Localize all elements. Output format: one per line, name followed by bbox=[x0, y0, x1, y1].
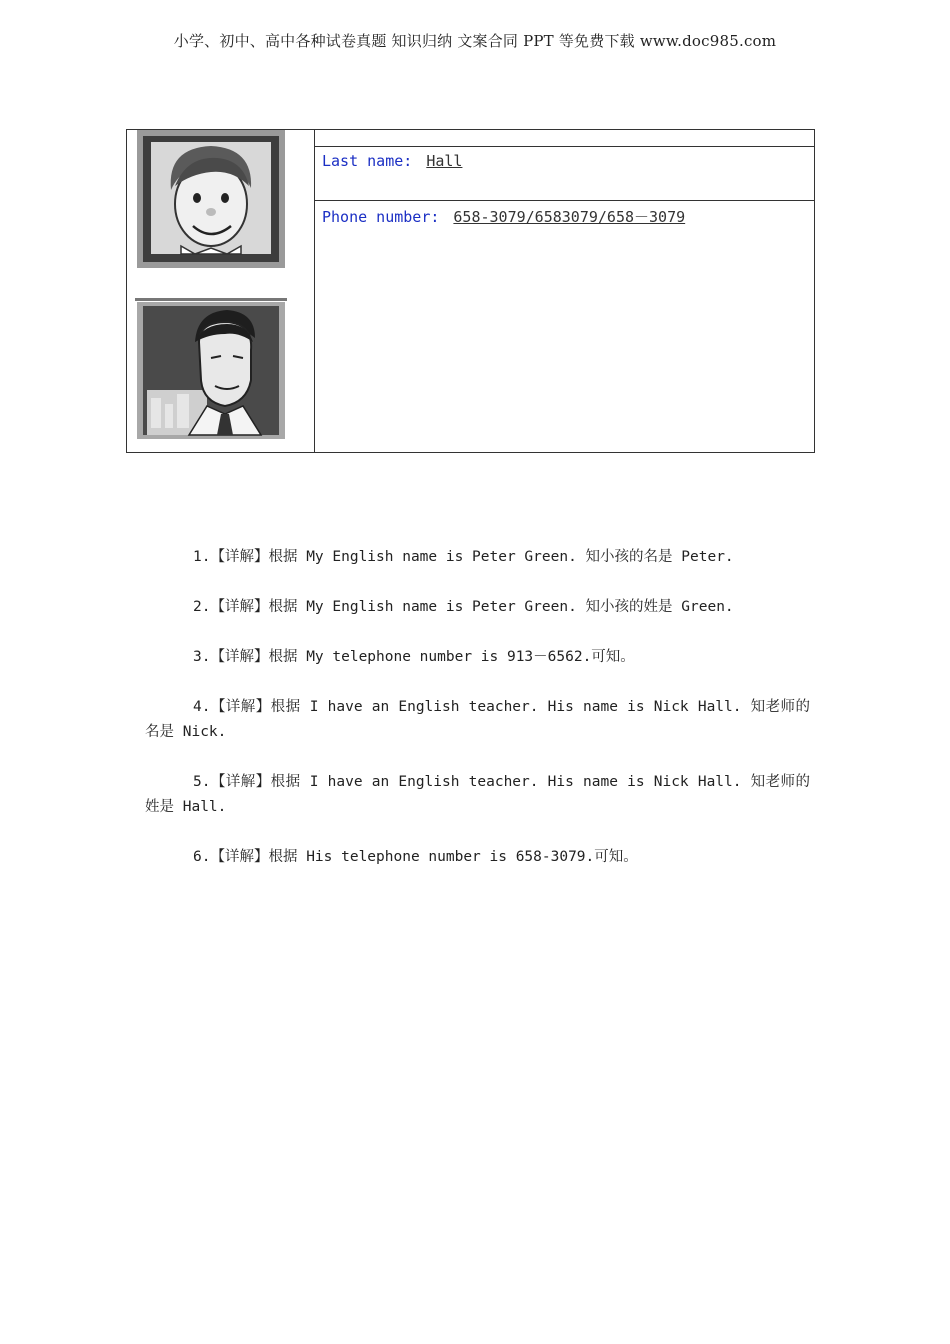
answer-explanations bbox=[145, 530, 810, 895]
answer-item-4: 4.【详解】根据 I have an English teacher. His name is Nick Hall. 知老师的名是 Nick. bbox=[145, 698, 810, 740]
answer-item-1: 1.【详解】根据 My English name is Peter Green. 知小孩的名是 Peter. bbox=[193, 548, 734, 565]
info-card-table bbox=[126, 129, 815, 453]
teacher-portrait-image bbox=[137, 302, 285, 439]
last-name-label: Last name: bbox=[322, 152, 413, 170]
answer-item-6: 6.【详解】根据 His telephone number is 658-3079.可知。 bbox=[193, 848, 638, 865]
page-header: 小学、初中、高中各种试卷真题 知识归纳 文案合同 PPT 等免费下载 www.doc985.com bbox=[173, 32, 777, 50]
answer-item-3: 3.【详解】根据 My telephone number is 913－6562.可知。 bbox=[193, 648, 635, 665]
last-name-value: Hall bbox=[426, 152, 463, 170]
portrait-column bbox=[127, 130, 315, 452]
last-name-row bbox=[315, 146, 814, 200]
image-divider bbox=[135, 298, 287, 301]
answer-item-2: 2.【详解】根据 My English name is Peter Green. 知小孩的姓是 Green. bbox=[193, 598, 734, 615]
phone-number-value: 658-3079/6583079/658－3079 bbox=[453, 208, 686, 226]
phone-number-row bbox=[315, 200, 814, 452]
phone-number-label: Phone number: bbox=[322, 208, 440, 226]
boy-portrait-image bbox=[137, 130, 285, 268]
answer-item-5: 5.【详解】根据 I have an English teacher. His name is Nick Hall. 知老师的姓是 Hall. bbox=[145, 773, 810, 815]
